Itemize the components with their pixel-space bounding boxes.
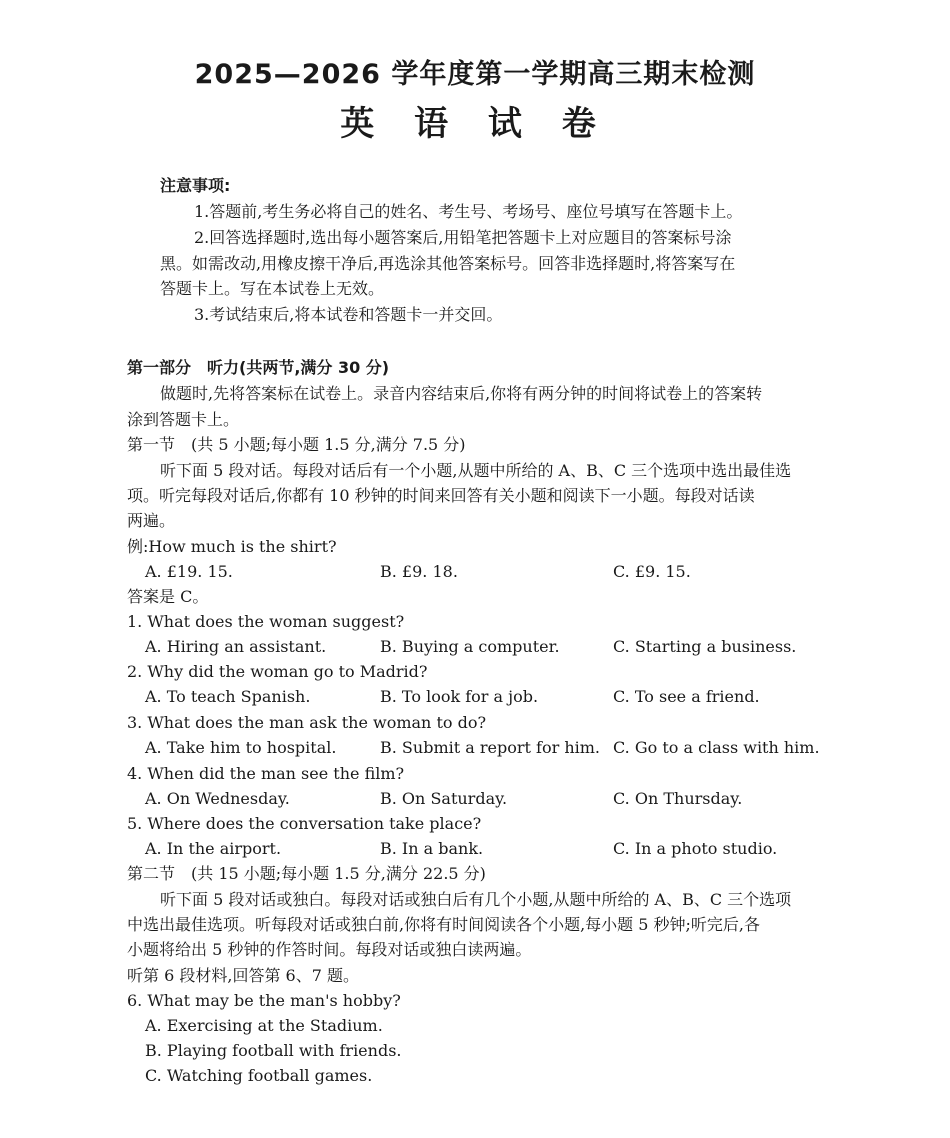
section2-intro-a: 听下面 5 段对话或独白。每段对话或独白后有几个小题,从题中所给的 A、B、C 三个选项 [160, 890, 792, 909]
notice-line-3: 3.考试结束后,将本试卷和答题卡一并交回。 [194, 305, 503, 324]
section1-heading: 第一节 (共 5 小题;每小题 1.5 分,满分 7.5 分) [127, 435, 466, 454]
question-5-option-a: A. In the airport. [145, 839, 282, 858]
question-6-option-c: C. Watching football games. [145, 1066, 373, 1085]
example-option-c: C. £9. 15. [613, 562, 691, 581]
example-option-b: B. £9. 18. [380, 562, 458, 581]
question-1-option-b: B. Buying a computer. [380, 637, 560, 656]
question-5: 5. Where does the conversation take place? [127, 814, 482, 833]
question-4: 4. When did the man see the film? [127, 764, 405, 783]
notice-line-1: 1.答题前,考生务必将自己的姓名、考生号、考场号、座位号填写在答题卡上。 [194, 202, 743, 221]
section1-intro-a: 听下面 5 段对话。每段对话后有一个小题,从题中所给的 A、B、C 三个选项中选出最佳选 [160, 461, 792, 480]
section1-intro-b: 项。听完每段对话后,你都有 10 秒钟的时间来回答有关小题和阅读下一小题。每段对话读 [127, 486, 755, 505]
section2-intro-b: 中选出最佳选项。听每段对话或独白前,你将有时间阅读各个小题,每小题 5 秒钟;听完后,各 [127, 915, 761, 934]
question-3-option-c: C. Go to a class with him. [613, 738, 820, 757]
example-question: 例:How much is the shirt? [127, 537, 337, 556]
question-3: 3. What does the man ask the woman to do? [127, 713, 487, 732]
question-4-option-c: C. On Thursday. [613, 789, 743, 808]
notice-line-2c: 答题卡上。写在本试卷上无效。 [160, 279, 385, 298]
part1-intro-b: 涂到答题卡上。 [127, 410, 240, 429]
exam-title: 2025—2026 学年度第一学期高三期末检测 [194, 59, 756, 90]
exam-subtitle: 英 语 试 卷 [340, 104, 610, 144]
question-4-option-b: B. On Saturday. [380, 789, 508, 808]
question-1-option-a: A. Hiring an assistant. [145, 637, 327, 656]
material-6-instruction: 听第 6 段材料,回答第 6、7 题。 [127, 966, 359, 985]
question-1-option-c: C. Starting a business. [613, 637, 797, 656]
notice-heading: 注意事项: [160, 176, 231, 195]
part1-heading: 第一部分 听力(共两节,满分 30 分) [127, 358, 390, 377]
question-1: 1. What does the woman suggest? [127, 612, 405, 631]
question-5-option-c: C. In a photo studio. [613, 839, 778, 858]
question-6-option-b: B. Playing football with friends. [145, 1041, 402, 1060]
question-3-option-b: B. Submit a report for him. [380, 738, 600, 757]
section2-intro-c: 小题将给出 5 秒钟的作答时间。每段对话或独白读两遍。 [127, 940, 532, 959]
section1-intro-c: 两遍。 [127, 511, 176, 530]
question-2-option-a: A. To teach Spanish. [145, 687, 311, 706]
section2-heading: 第二节 (共 15 小题;每小题 1.5 分,满分 22.5 分) [127, 864, 486, 883]
question-6: 6. What may be the man's hobby? [127, 991, 401, 1010]
question-2-option-c: C. To see a friend. [613, 687, 760, 706]
example-option-a: A. £19. 15. [145, 562, 233, 581]
question-2: 2. Why did the woman go to Madrid? [127, 662, 428, 681]
question-2-option-b: B. To look for a job. [380, 687, 539, 706]
notice-line-2a: 2.回答选择题时,选出每小题答案后,用铅笔把答题卡上对应题目的答案标号涂 [194, 228, 732, 247]
question-6-option-a: A. Exercising at the Stadium. [145, 1016, 383, 1035]
question-3-option-a: A. Take him to hospital. [145, 738, 337, 757]
question-4-option-a: A. On Wednesday. [145, 789, 290, 808]
question-5-option-b: B. In a bank. [380, 839, 484, 858]
example-answer: 答案是 C。 [127, 587, 209, 606]
notice-line-2b: 黑。如需改动,用橡皮擦干净后,再选涂其他答案标号。回答非选择题时,将答案写在 [160, 254, 736, 273]
part1-intro-a: 做题时,先将答案标在试卷上。录音内容结束后,你将有两分钟的时间将试卷上的答案转 [160, 384, 763, 403]
